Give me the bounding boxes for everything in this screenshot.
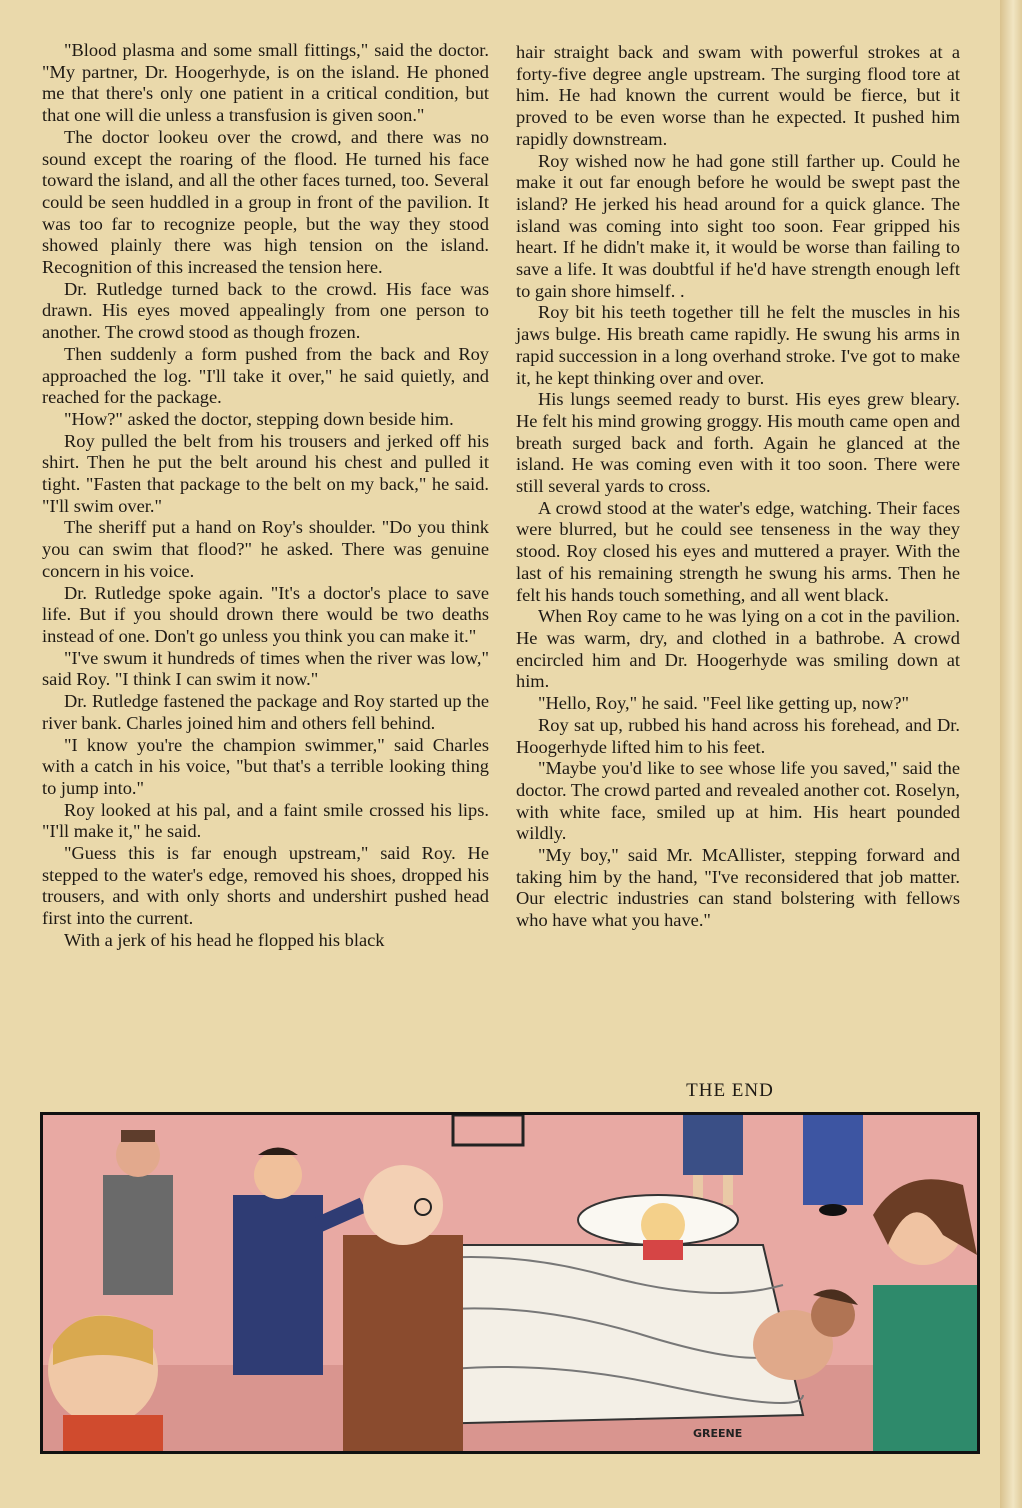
paragraph: "Hello, Roy," he said. "Feel like getting up, now?" [538, 693, 910, 714]
nurse-green-uniform [873, 1285, 977, 1451]
paragraph: Roy bit his teeth together till he felt the muscles in his jaws bulge. His breath came rapidly. He swung his arms in rapid succession in a long overhand stroke. I've got to make it, he kept thinking over and over. [516, 302, 960, 388]
paragraph-continued: hair straight back and swam with powerful strokes at a forty-five degree angle upstream. The surging flood tore at him. He had known the current would be fierce, but it proved to be even worse than he expected. It pushed him rapidly downstream. [516, 42, 960, 149]
artist-signature: GREENE [693, 1427, 743, 1440]
page-spine-edge [1000, 0, 1022, 1508]
paragraph: Roy wished now he had gone still farther up. Could he make it out far enough before he would be swept past the island? He jerked his head around for a quick glance. The island was coming into sight too soon. Fear gripped his heart. If he didn't make it, it would be worse than failing to save a life. It was doubtful if he'd have strength enough left to gain shore himself. . [516, 150, 960, 301]
mcallister-brown-suit [343, 1235, 463, 1451]
paragraph: "I've swum it hundreds of times when the river was low," said Roy. "I think I can swim it now." [42, 647, 489, 690]
paragraph: His lungs seemed ready to burst. His eyes grew bleary. He felt his mind growing groggy. His mouth came open and breath surged back and forth. Again he glanced at the island. He was coming even with it too soon. There were still several yards to cross. [516, 389, 960, 497]
paragraph: Roy pulled the belt from his trousers and jerked off his shirt. Then he put the belt around his chest and pulled it tight. "Fasten that package to the belt on my back," he said. "I'll swim over." [42, 430, 489, 516]
paragraph: A crowd stood at the water's edge, watching. Their faces were blurred, but he could see tenseness in the way they stood. Roy closed his eyes and muttered a prayer. With the last of his remaining strength he swung his arms. Then he felt his hands touch something, and all went black. [516, 497, 960, 605]
paragraph: Dr. Rutledge fastened the package and Roy started up the river bank. Charles joined him and others fell behind. [42, 691, 489, 733]
paragraph: Roy looked at his pal, and a faint smile crossed his lips. "I'll make it," he said. [42, 799, 489, 842]
text-column-right [516, 42, 960, 1112]
standing-figure-trousers [803, 1115, 863, 1205]
paragraph: "Guess this is far enough upstream," said Roy. He stepped to the water's edge, removed his shoes, dropped his trousers, and with only shorts and undershirt pushed head first into the current. [42, 843, 489, 929]
paragraph: With a jerk of his head he flopped his black [64, 929, 385, 950]
paragraph: "How?" asked the doctor, stepping down beside him. [64, 408, 454, 429]
doctor-pinstripe [233, 1195, 323, 1375]
paragraph: The sheriff put a hand on Roy's shoulder. "Do you think you can swim that flood?" he asked. There was genuine concern in his voice. [42, 517, 489, 581]
man-grey-suit [103, 1175, 173, 1295]
paragraph: Then suddenly a form pushed from the back and Roy approached the log. "I'll take it over," he said quietly, and reached for the package. [42, 343, 489, 408]
comic-illustration-panel [40, 1112, 980, 1454]
paragraph: "Maybe you'd like to see whose life you saved," said the doctor. The crowd parted and revealed another cot. Roselyn, with white face, smiled up at him. His heart pounded wildly. [516, 758, 960, 844]
paragraph: Dr. Rutledge spoke again. "It's a doctor's place to save life. But if you should drown there would be two deaths instead of one. Don't go unless you think you can make it." [42, 582, 489, 646]
paragraph: The doctor lookeu over the crowd, and there was no sound except the roaring of the flood. He turned his face toward the island, and all the other faces turned, too. Several could be seen huddled in a group in front of the pavilion. It was too far to recognize people, but the way they stood showed plainly there was high tension on the island. Recognition of this increased the tension here. [42, 126, 489, 278]
paragraph: Dr. Rutledge turned back to the crowd. His face was drawn. His eyes moved appealingly from one person to another. The crowd stood as though frozen. [42, 278, 489, 343]
paragraph: When Roy came to he was lying on a cot in the pavilion. He was warm, dry, and clothed in a bathrobe. A crowd encircled him and Dr. Hoogerhyde was smiling down at him. [516, 606, 960, 692]
standing-figure-dress [683, 1115, 743, 1175]
hospital-scene-illustration [43, 1115, 977, 1451]
paragraph: "My boy," said Mr. McAllister, stepping forward and taking him by the hand, "I've reconsidered that job matter. Our electric industries can stand bolstering with fellows who have what you have." [516, 845, 960, 931]
the-end-label: THE END [686, 1080, 774, 1101]
paragraph: "Blood plasma and some small fittings," said the doctor. "My partner, Dr. Hoogerhyde, is on the island. He phoned me that there's only one patient in a critical condition, but that one will die unless a transfusion is given soon." [42, 40, 489, 126]
text-column-left [42, 40, 489, 1110]
paragraph: Roy sat up, rubbed his hand across his forehead, and Dr. Hoogerhyde lifted him to his feet. [516, 714, 960, 757]
paragraph: "I know you're the champion swimmer," said Charles with a catch in his voice, "but that's a terrible looking thing to jump into." [42, 734, 489, 798]
